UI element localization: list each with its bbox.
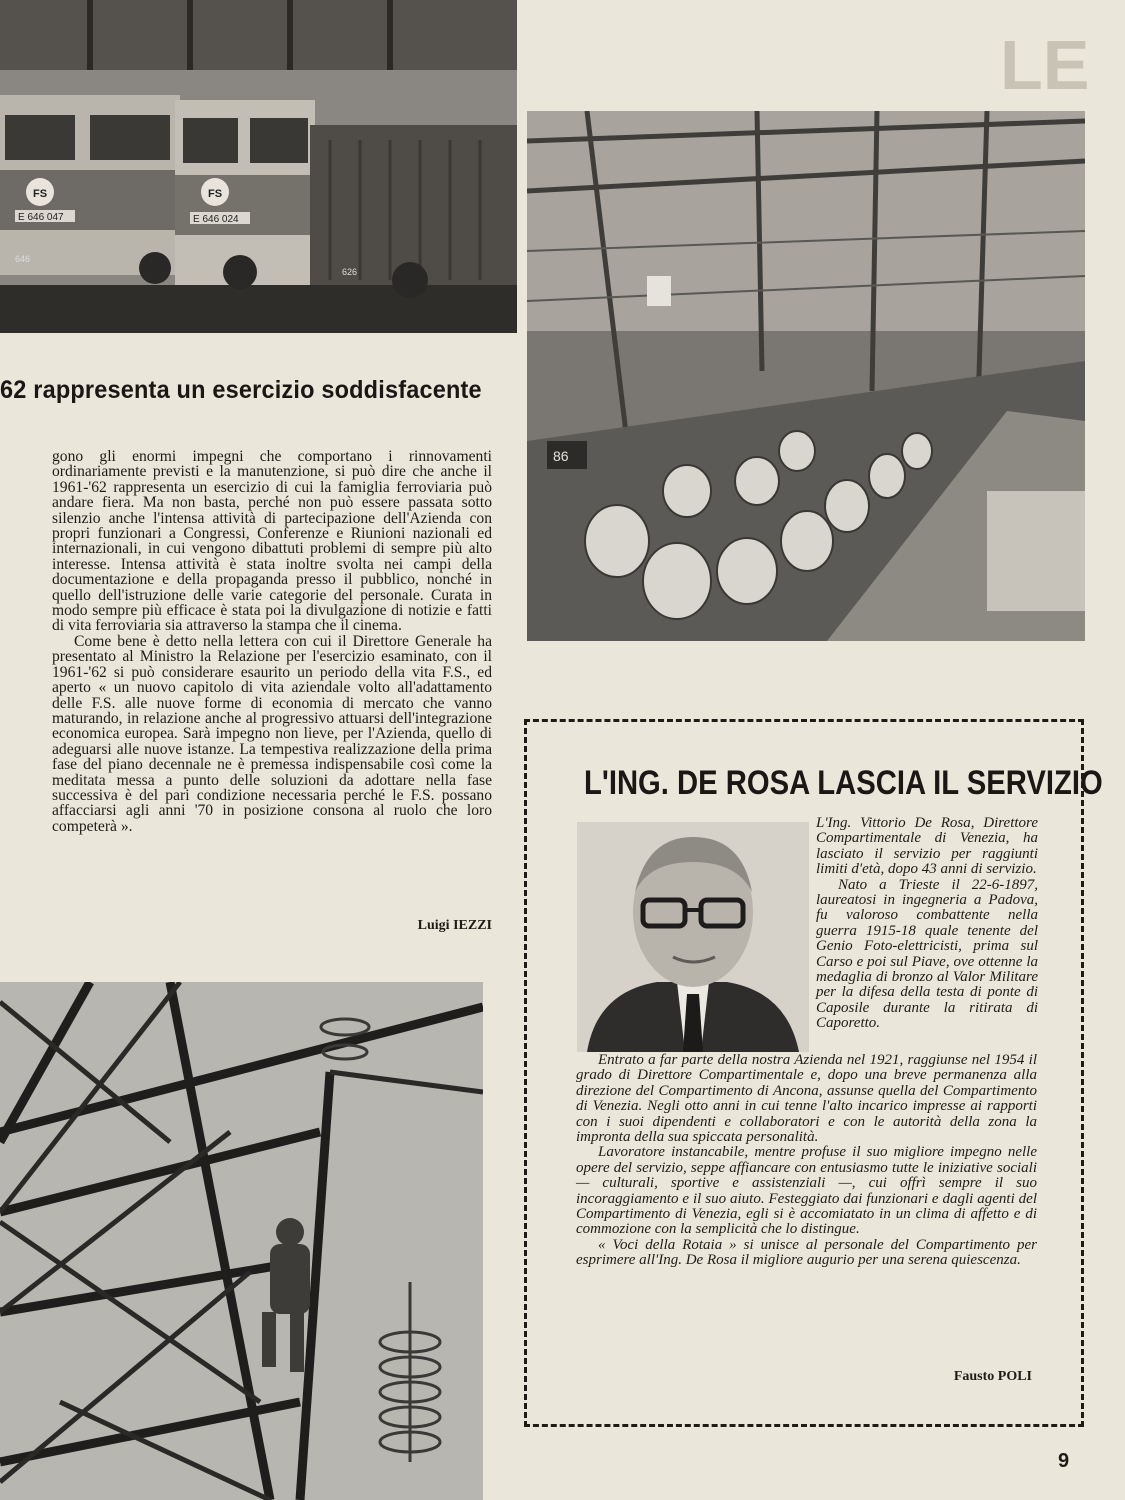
machine-label: 86 bbox=[553, 448, 569, 464]
article-body bbox=[52, 449, 492, 834]
body-paragraph-2: Lavoratore instancabile, mentre profuse il suo migliore impegno nelle opere del servizio, seppe affiancare con entusiasmo tutte le iniziative sociali — culturali, sportive e assistenziali —, cui offrì sempre il suo incoraggiamento e il suo aiuto. Festeggiato dai funzionari e dagli agenti del Compartimento di Venezia, egli si è accomiatato in un clima di affetto e di commozione con la semplicità che lo distingue. bbox=[576, 1144, 1037, 1238]
bleed-through-letters: LE bbox=[1000, 30, 1090, 100]
farewell-headline: L'ING. DE ROSA LASCIA IL SERVIZIO bbox=[584, 764, 1103, 802]
fs-logo-right: FS bbox=[208, 188, 223, 200]
pylon-photo bbox=[0, 982, 483, 1500]
plate-1: E 646 047 bbox=[18, 212, 64, 223]
locomotives-illustration bbox=[0, 0, 517, 333]
farewell-body bbox=[576, 1053, 1037, 1269]
factory-photo bbox=[527, 111, 1085, 641]
plate-4: 626 bbox=[342, 267, 358, 277]
article-paragraph-2: Come bene è detto nella lettera con cui il Direttore Generale ha presentato al Ministro la Relazione per l'esercizio esaminato, con il 1961-'62 si può considerare esaurito un periodo della vita F.S., ed aperto « un nuovo capitolo di vita aziendale volto all'adattamento delle F.S. alle nuove forme di economia di mercato che vanno maturando, in relazione anche al progressivo attuarsi dell'integrazione economica europea. Sarà impegno non lieve, per l'Azienda, quello di adeguarsi alle nuove istanze. La tempestiva realizzazione della prima fase del piano decennale ne è premessa indispensabile così come la meditata messa a punto delle soluzioni da adottare nella fase successiva è del pari condizione necessaria perché le F.S. possano affacciarsi agli anni '70 in posizione consona al ruolo che loro competerà ». bbox=[52, 632, 492, 835]
de-rosa-portrait bbox=[577, 822, 809, 1052]
farewell-author: Fausto POLI bbox=[953, 1369, 1032, 1384]
body-paragraph-3: « Voci della Rotaia » si unisce al personale del Compartimento per esprimere all'Ing. De Rosa il migliore augurio per una serena quiescenza. bbox=[576, 1236, 1037, 1269]
plate-3: 646 bbox=[15, 254, 31, 264]
plate-2: E 646 024 bbox=[193, 214, 239, 225]
article-paragraph-1: gono gli enormi impegni che comportano i rinnovamenti ordinariamente previsti e la manutenzione, si può dire che anche il 1961-'62 rappresenta un esercizio di cui la famiglia ferroviaria può andare fiera. Ma non basta, perché non può essere passata sotto silenzio anche l'intensa attività di partecipazione dell'Azienda con propri funzionari a Congressi, Conferenze e Riunioni nazionali ed internazionali, in cui vengono dibattuti problemi di sempre più alto interesse. Intensa attività è stata inoltre svolta nei campi della documentazione e della propaganda presso il pubblico, nonché in quello dell'istruzione delle varie categorie del personale. Curata in modo sempre più efficace è stata poi la divulgazione di notizie e fatti di vita ferroviaria sia attraverso la stampa che il cinema. bbox=[52, 448, 492, 635]
pylon-illustration bbox=[0, 982, 483, 1500]
article-author: Luigi IEZZI bbox=[417, 918, 492, 933]
article-headline: 62 rappresenta un esercizio soddisfacente bbox=[0, 376, 482, 404]
page-number: 9 bbox=[1058, 1450, 1070, 1472]
factory-illustration bbox=[527, 111, 1085, 641]
intro-paragraph-1: L'Ing. Vittorio De Rosa, Direttore Compartimentale di Venezia, ha lasciato il servizio per raggiunti limiti d'età, dopo 43 anni di servizio. bbox=[816, 815, 1038, 878]
body-paragraph-1: Entrato a far parte della nostra Azienda nel 1921, raggiunse nel 1954 il grado di Direttore Compartimentale e, dopo una breve permanenza alla direzione del Compartimento di Ancona, assunse quella del Compartimento di Venezia. Negli otto anni in cui tenne l'alto incarico impresse ai rapporti con i suoi dipendenti e collaboratori e con le autorità della zona la impronta della sua spiccata personalità. bbox=[576, 1052, 1037, 1146]
intro-paragraph-2: Nato a Trieste il 22-6-1897, laureatosi in ingegneria a Padova, fu valoroso combattente nella guerra 1915-18 quale tenente del Genio Foto-elettricisti, prima sul Carso e poi sul Piave, ove ottenne la medaglia di bronzo al Valor Militare per la difesa della testa di ponte di Caposile durante la ritirata di Caporetto. bbox=[816, 876, 1038, 1032]
portrait-illustration bbox=[577, 822, 809, 1052]
locomotives-photo bbox=[0, 0, 517, 333]
fs-logo-left: FS bbox=[33, 188, 48, 200]
farewell-intro bbox=[816, 816, 1038, 1032]
